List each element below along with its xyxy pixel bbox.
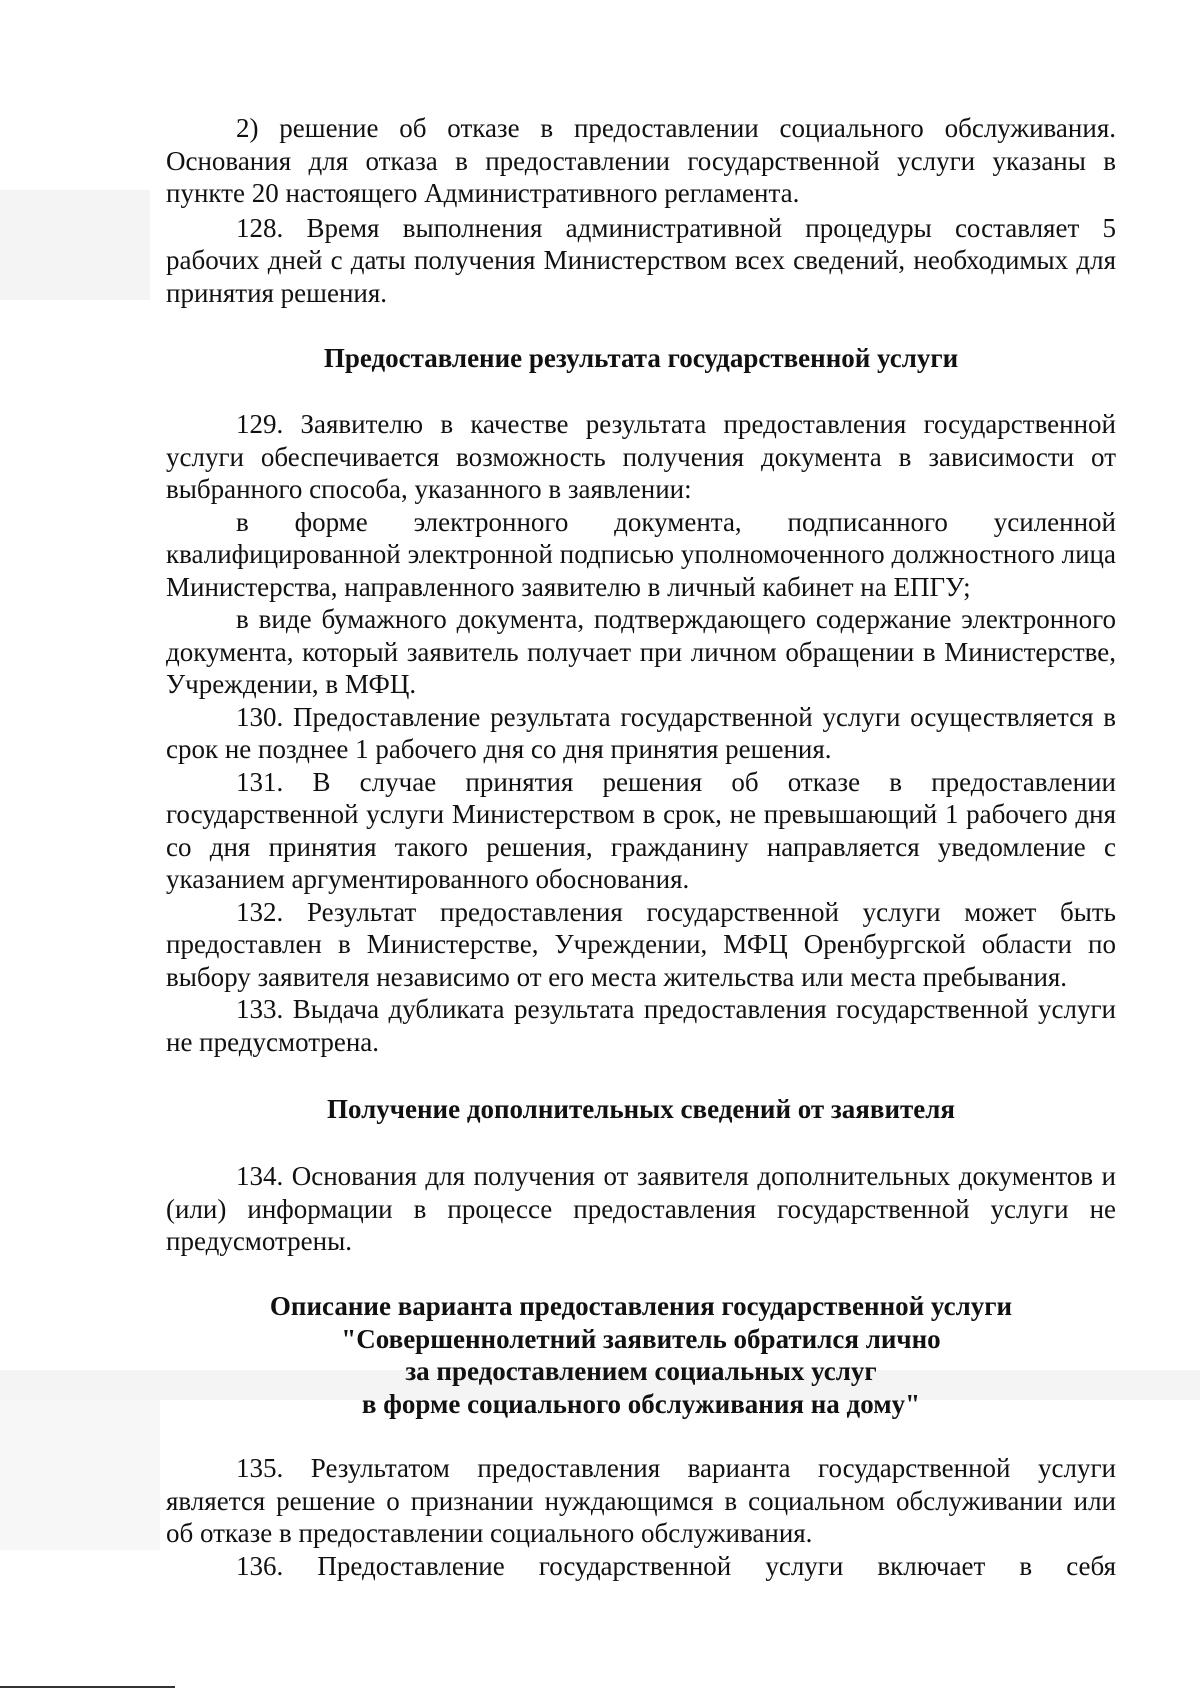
paragraph-135: 135. Результатом предоставления варианта государственной услуги является решение о признании нуждающимся в социальном обслуживании или об отказе в предоставлении социального обслуживания. bbox=[166, 1453, 1116, 1548]
text-block-2 bbox=[166, 408, 1116, 1058]
paragraph-133: 133. Выдача дубликата результата предоставления государственной услуги не предусмотрена. bbox=[166, 994, 1116, 1057]
heading-line: в форме социального обслуживания на дому" bbox=[361, 1388, 921, 1419]
paragraph-128: 128. Время выполнения административной процедуры составляет 5 рабочих дней с даты получения Министерством всех сведений, необходимых для принятия решения. bbox=[166, 212, 1116, 308]
scan-noise bbox=[0, 1400, 160, 1550]
paragraph-129: 129. Заявителю в качестве результата предоставления государственной услуги обеспечивается возможность получения документа в зависимости от выбранного способа, указанного в заявлении: bbox=[166, 409, 1116, 504]
footer-rule bbox=[0, 1686, 175, 1688]
scan-noise bbox=[0, 190, 150, 300]
heading-line: за предоставлением социальных услуг bbox=[405, 1356, 877, 1386]
paragraph: 2) решение об отказе в предоставлении социального обслуживания. Основания для отказа в предоставлении государственной услуги указаны в пункте 20 настоящего Административного регламента. bbox=[166, 113, 1116, 208]
section-heading-variant bbox=[166, 1290, 1116, 1420]
paragraph-130: 130. Предоставление результата государственной услуги осуществляется в срок не позднее 1 рабочего дня со дня принятия решения. bbox=[166, 701, 1116, 764]
section-heading-result: Предоставление результата государственной услуги bbox=[323, 343, 959, 373]
paragraph-electronic: в форме электронного документа, подписанного усиленной квалифицированной электронной подписью уполномоченного должностного лица Министерства, направленного заявителю в личный кабинет на ЕПГУ; bbox=[166, 506, 1116, 602]
paragraph-131: 131. В случае принятия решения об отказе в предоставлении государственной услуги Министерством в срок, не превышающий 1 рабочего дня со дня принятия такого решения, гражданину направляется уведомление с указанием аргументированного обоснования. bbox=[166, 766, 1116, 894]
paragraph-132: 132. Результат предоставления государственной услуги может быть предоставлен в Министерстве, Учреждении, МФЦ Оренбургской области по выбору заявителя независимо от его места жительства или места пребывания. bbox=[166, 896, 1116, 992]
paragraph-paper: в виде бумажного документа, подтверждающего содержание электронного документа, который заявитель получает при личном обращении в Министерстве, Учреждении, в МФЦ. bbox=[166, 604, 1116, 699]
section-heading-additional-info: Получение дополнительных сведений от заявителя bbox=[326, 1094, 956, 1124]
text-block-4 bbox=[166, 1452, 1116, 1582]
paragraph-134: 134. Основания для получения от заявителя дополнительных документов и (или) информации в процессе предоставления государственной услуги не предусмотрены. bbox=[166, 1161, 1116, 1256]
paragraph-136: 136. Предоставление государственной услуги включает в себя bbox=[236, 1550, 1116, 1581]
heading-line: Описание варианта предоставления государственной услуги bbox=[269, 1291, 1013, 1321]
text-block-1 bbox=[166, 112, 1116, 309]
text-block-3 bbox=[166, 1160, 1116, 1258]
heading-line: "Совершеннолетний заявитель обратился лично bbox=[341, 1323, 941, 1354]
